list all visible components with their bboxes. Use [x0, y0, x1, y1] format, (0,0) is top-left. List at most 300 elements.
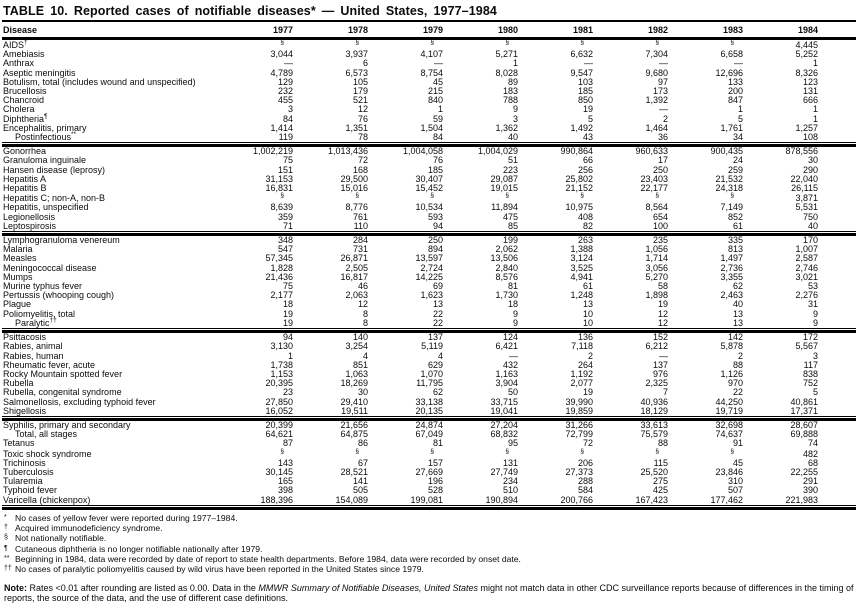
year-value-cell: 136: [577, 332, 593, 343]
not-notifiable-symbol: §: [430, 447, 434, 455]
disease-label-cell: Granuloma inguinale: [3, 155, 87, 166]
year-value-cell: 2,276: [795, 290, 818, 301]
year-value-cell: 61: [668, 222, 743, 232]
year-value-cell: 105: [352, 76, 368, 87]
column-header-year: 1983: [722, 25, 743, 35]
year-value-cell: 9: [512, 308, 518, 319]
year-value-cell: 838: [802, 368, 818, 379]
table-row: [2, 300, 856, 309]
year-value-cell: 7,149: [720, 202, 743, 213]
year-value-cell: 21,436: [265, 271, 293, 282]
year-value-cell: 69,888: [790, 429, 818, 440]
disease-label-cell: Rubella, congenital syndrome: [3, 387, 122, 398]
year-value-cell: 21,656: [340, 419, 368, 430]
year-value-cell: 196: [427, 476, 443, 487]
not-notifiable-symbol: §: [355, 192, 359, 200]
spacer-cell: [818, 147, 856, 156]
year-value-cell: 1,898: [645, 290, 668, 301]
table-row: [2, 96, 856, 105]
year-value-cell: 72: [357, 155, 368, 166]
note-text-1: Rates <0.01 after rounding are listed as 0.00. Data in the: [27, 582, 259, 593]
spacer-cell: [818, 236, 856, 245]
year-value-cell: 17,371: [743, 407, 818, 417]
disease-label-cell: Chancroid: [3, 95, 45, 106]
year-value-cell: 12,696: [715, 67, 743, 78]
year-value-cell: 3,130: [270, 341, 293, 352]
year-value-cell: 16,052: [218, 407, 293, 417]
year-value-cell: 20,395: [265, 378, 293, 389]
year-value-cell: 19,041: [443, 407, 518, 417]
year-value-cell: 9,680: [645, 67, 668, 78]
year-value-cell: 185: [427, 164, 443, 175]
year-value-cell: 752: [802, 378, 818, 389]
footnote-text: Cutaneous diphtheria is no longer notifiable nationally after 1979.: [15, 543, 263, 554]
year-value-cell: 13,506: [490, 253, 518, 264]
year-value-cell: 18: [282, 299, 293, 310]
spacer-cell: [818, 477, 856, 486]
not-notifiable-symbol: §: [505, 192, 509, 200]
year-value-cell: 179: [352, 86, 368, 97]
spacer-cell: [818, 379, 856, 388]
not-notifiable-symbol: §: [730, 447, 734, 455]
year-value-cell: 5: [812, 387, 818, 398]
year-value-cell: 4,445: [795, 40, 818, 50]
year-value-cell: 66: [582, 155, 593, 166]
year-value-cell: 45: [432, 76, 443, 87]
year-value-cell: 88: [732, 359, 743, 370]
year-value-cell: 12: [657, 308, 668, 319]
year-value-cell: 30: [807, 155, 818, 166]
year-value-cell: 3,044: [270, 49, 293, 60]
disease-label-cell: Tularemia: [3, 476, 43, 487]
spacer-cell: [818, 59, 856, 68]
year-value-cell: 5,271: [495, 49, 518, 60]
not-notifiable-symbol: §: [280, 447, 284, 455]
year-value-cell: 9: [443, 319, 518, 329]
footnotes: [2, 510, 856, 575]
spacer-cell: [818, 124, 856, 133]
year-value-cell: 15,452: [415, 183, 443, 194]
table-row: [2, 430, 856, 439]
year-value-cell: 8,576: [495, 271, 518, 282]
year-value-cell: 1,056: [645, 244, 668, 255]
year-value-cell: 2: [587, 350, 593, 361]
not-notifiable-symbol: §: [580, 192, 584, 200]
year-value-cell: 284: [352, 235, 368, 246]
disease-label-cell: Murine typhus fever: [3, 281, 83, 292]
disease-label-cell: Typhoid fever: [3, 485, 58, 496]
year-value-cell: 852: [727, 211, 743, 222]
not-notifiable-symbol: §: [505, 447, 509, 455]
year-value-cell: 3: [287, 104, 293, 115]
spacer-cell: [818, 184, 856, 193]
year-value-cell: 100: [593, 222, 668, 232]
footnote-marker: †: [4, 524, 8, 532]
year-value-cell: 18: [507, 299, 518, 310]
year-value-cell: 1,714: [645, 253, 668, 264]
year-value-cell: 19,859: [518, 407, 593, 417]
year-value-cell: 45: [732, 457, 743, 468]
column-header-disease: Disease: [3, 25, 38, 35]
year-value-cell: 11,894: [491, 202, 518, 213]
disease-label-cell: Plague: [3, 299, 32, 310]
year-value-cell: 151: [277, 164, 293, 175]
year-value-cell: 20,135: [368, 407, 443, 417]
spacer-cell: [818, 133, 856, 143]
year-value-cell: 7,118: [571, 341, 593, 352]
year-value-cell: 64,875: [340, 429, 368, 440]
year-value-cell: 2,736: [720, 262, 743, 273]
year-value-cell: 2: [737, 350, 743, 361]
note-citation: MMWR Summary of Notifiable Diseases, United States: [258, 582, 478, 593]
year-value-cell: 68: [807, 457, 818, 468]
spacer-cell: [818, 254, 856, 263]
year-value-cell: 87: [282, 438, 293, 449]
year-value-cell: 1: [512, 58, 518, 69]
year-value-cell: 40,861: [790, 396, 818, 407]
table-row: [2, 496, 856, 506]
year-value-cell: 250: [427, 235, 443, 246]
year-value-cell: 32,698: [715, 419, 743, 430]
year-value-cell: 788: [502, 95, 518, 106]
year-value-cell: 177,462: [668, 496, 743, 506]
disease-label-cell: Rocky Mountain spotted fever: [3, 368, 123, 379]
year-value-cell: 2,746: [795, 262, 818, 273]
year-value-cell: 81: [507, 281, 518, 292]
spacer-cell: [818, 40, 856, 50]
year-value-cell: 68,832: [490, 429, 518, 440]
year-value-cell: 89: [507, 76, 518, 87]
year-value-cell: 8,326: [795, 67, 818, 78]
year-value-cell: 58: [657, 281, 668, 292]
year-value-cell: 234: [502, 476, 518, 487]
year-value-cell: 256: [577, 164, 593, 175]
year-value-cell: 1: [737, 104, 743, 115]
year-value-cell: 157: [427, 457, 443, 468]
disease-label-cell: Psittacosis: [3, 332, 47, 343]
year-value-cell: 67,049: [415, 429, 443, 440]
year-value-cell: —: [509, 350, 518, 361]
year-value-cell: 9: [812, 308, 818, 319]
spacer-cell: [818, 310, 856, 319]
footnote: [4, 513, 856, 523]
disease-label-cell: Botulism, total (includes wound and unspecified): [3, 76, 196, 87]
footnote-marker: ††: [4, 565, 12, 573]
year-value-cell: 878,556: [785, 146, 818, 157]
column-header-year: 1982: [647, 25, 668, 35]
year-value-cell: 88: [657, 438, 668, 449]
spacer-cell: [818, 439, 856, 448]
year-value-cell: 27,850: [265, 396, 293, 407]
year-value-cell: 1,623: [420, 290, 443, 301]
year-value-cell: —: [659, 104, 668, 115]
year-value-cell: 1: [437, 104, 443, 115]
disease-label-cell: Meningococcal disease: [3, 262, 97, 273]
disease-label-cell: Aseptic meningitis: [3, 67, 76, 78]
footnote-text: No cases of paralytic poliomyelitis caused by wild virus have been reported in the United States since 1979.: [15, 564, 424, 575]
year-value-cell: 24,874: [415, 419, 443, 430]
year-value-cell: 584: [577, 485, 593, 496]
table-row: [2, 222, 856, 232]
year-value-cell: 1: [812, 58, 818, 69]
year-value-cell: 528: [427, 485, 443, 496]
table-row: [2, 50, 856, 59]
disease-label-cell: Shigellosis: [2, 407, 218, 417]
year-value-cell: 110: [293, 222, 368, 232]
year-value-cell: 24: [732, 155, 743, 166]
footnote-marker: †: [24, 39, 28, 46]
disease-label-cell: Total, all stages: [15, 429, 78, 440]
year-value-cell: 3,021: [795, 271, 818, 282]
spacer-cell: [818, 50, 856, 59]
year-value-cell: 593: [427, 211, 443, 222]
disease-label-cell: Poliomyelitis, total: [3, 308, 76, 319]
year-value-cell: 1,362: [495, 122, 518, 133]
footnote-marker: *: [4, 513, 7, 521]
disease-label-cell: Salmonellosis, excluding typhoid fever: [3, 396, 156, 407]
year-value-cell: 22: [368, 319, 443, 329]
year-value-cell: 1,004,029: [477, 146, 518, 157]
year-value-cell: —: [734, 58, 743, 69]
year-value-cell: [293, 449, 368, 459]
year-value-cell: 78: [293, 133, 368, 143]
year-value-cell: 29,500: [340, 173, 368, 184]
spacer-cell: [818, 291, 856, 300]
footnote-marker: ¶: [4, 544, 8, 552]
year-value-cell: 6,658: [720, 49, 743, 60]
year-value-cell: 85: [443, 222, 518, 232]
year-value-cell: 731: [352, 244, 368, 255]
year-value-cell: 2,063: [345, 290, 368, 301]
year-value-cell: 25,802: [565, 173, 593, 184]
spacer-cell: [818, 430, 856, 439]
year-value-cell: 223: [502, 164, 518, 175]
year-value-cell: 505: [352, 485, 368, 496]
year-value-cell: 6,421: [495, 341, 518, 352]
year-value-cell: 840: [427, 95, 443, 106]
year-value-cell: 23,846: [715, 466, 743, 477]
year-value-cell: 5,119: [421, 341, 443, 352]
year-value-cell: 69: [432, 281, 443, 292]
year-value-cell: 20,399: [265, 419, 293, 430]
year-value-cell: 288: [577, 476, 593, 487]
spacer-cell: [818, 486, 856, 495]
year-value-cell: 31,266: [565, 419, 593, 430]
year-value-cell: 22,255: [790, 466, 818, 477]
not-notifiable-symbol: §: [655, 192, 659, 200]
footnote-marker: **: [71, 131, 77, 139]
not-notifiable-symbol: §: [280, 192, 284, 200]
year-value-cell: 4,941: [570, 271, 593, 282]
year-value-cell: 510: [502, 485, 518, 496]
year-value-cell: 29,087: [490, 173, 518, 184]
not-notifiable-symbol: §: [580, 39, 584, 46]
year-value-cell: 27,749: [490, 466, 518, 477]
year-value-cell: 31: [807, 299, 818, 310]
year-value-cell: 1,388: [570, 244, 593, 255]
table-row: [2, 342, 856, 351]
year-value-cell: —: [434, 58, 443, 69]
column-header-year: 1979: [422, 25, 443, 35]
year-value-cell: 22: [432, 308, 443, 319]
year-value-cell: 23,403: [640, 173, 668, 184]
year-value-cell: 1,153: [270, 368, 293, 379]
year-value-cell: 21,532: [715, 173, 743, 184]
table-row: [2, 407, 856, 417]
year-value-cell: —: [284, 58, 293, 69]
footnote-text: Acquired immunodeficiency syndrome.: [15, 523, 163, 534]
spacer-cell: [818, 496, 856, 506]
year-value-cell: 2,177: [270, 290, 293, 301]
year-value-cell: 16,831: [265, 183, 293, 194]
year-value-cell: 200,766: [518, 496, 593, 506]
year-value-cell: 64,621: [265, 429, 293, 440]
year-value-cell: 143: [277, 457, 293, 468]
year-value-cell: 51: [507, 155, 518, 166]
not-notifiable-symbol: §: [430, 39, 434, 46]
not-notifiable-symbol: §: [280, 39, 284, 46]
footnote-marker: **: [4, 554, 10, 562]
spacer-cell: [818, 319, 856, 329]
disease-label-cell: Anthrax: [3, 58, 35, 69]
year-value-cell: 199,081: [368, 496, 443, 506]
year-value-cell: 2,840: [495, 262, 518, 273]
spacer-cell: [818, 361, 856, 370]
year-value-cell: 8,639: [270, 202, 293, 213]
year-value-cell: 3,525: [570, 262, 593, 273]
year-value-cell: 91: [732, 438, 743, 449]
year-value-cell: 3: [512, 113, 518, 124]
year-value-cell: 74: [807, 438, 818, 449]
year-value-cell: 137: [427, 332, 443, 343]
not-notifiable-symbol: §: [580, 447, 584, 455]
footnote: [4, 554, 856, 564]
spacer-cell: [818, 213, 856, 222]
year-value-cell: 188,396: [218, 496, 293, 506]
disease-label-cell: Brucellosis: [3, 86, 47, 97]
year-value-cell: 1,004,058: [402, 146, 443, 157]
year-value-cell: 1,257: [795, 122, 818, 133]
year-value-cell: —: [659, 58, 668, 69]
year-value-cell: 5,878: [720, 341, 743, 352]
year-value-cell: 475: [502, 211, 518, 222]
year-value-cell: 76: [432, 155, 443, 166]
disease-label-cell: Diphtheria¶: [3, 112, 48, 124]
spacer-cell: [818, 273, 856, 282]
year-value-cell: 167,423: [593, 496, 668, 506]
year-value-cell: 2,062: [495, 244, 518, 255]
footnote: [4, 564, 856, 574]
disease-label-cell: Legionellosis: [3, 211, 56, 222]
year-value-cell: 8,754: [420, 67, 443, 78]
year-value-cell: 14,225: [415, 271, 443, 282]
disease-label-cell: Rabies, human: [3, 350, 64, 361]
year-value-cell: 124: [502, 332, 518, 343]
spacer-cell: [818, 300, 856, 309]
year-value-cell: 264: [577, 359, 593, 370]
spacer-cell: [818, 115, 856, 124]
year-value-cell: 123: [802, 76, 818, 87]
notifiable-diseases-table: [2, 20, 856, 510]
spacer-cell: [818, 282, 856, 291]
not-notifiable-symbol: §: [730, 39, 734, 46]
year-value-cell: 851: [352, 359, 368, 370]
year-value-cell: 9: [512, 104, 518, 115]
year-value-cell: 894: [427, 244, 443, 255]
year-value-cell: 12: [593, 319, 668, 329]
year-value-cell: 8,028: [495, 67, 518, 78]
disease-label-cell: AIDS†: [3, 39, 28, 50]
table-header-row: [2, 22, 856, 37]
year-value-cell: 36: [593, 133, 668, 143]
year-value-cell: 6,573: [345, 67, 368, 78]
disease-label-cell: Rheumatic fever, acute: [3, 359, 96, 370]
year-value-cell: 3,355: [720, 271, 743, 282]
year-value-cell: 170: [802, 235, 818, 246]
footnote-marker: ††: [49, 316, 57, 324]
year-value-cell: 199: [502, 235, 518, 246]
year-value-cell: 72,799: [565, 429, 593, 440]
year-value-cell: 1,013,436: [327, 146, 368, 157]
year-value-cell: 183: [502, 86, 518, 97]
table-row: [2, 133, 856, 143]
year-value-cell: 970: [727, 378, 743, 389]
year-value-cell: 75: [282, 281, 293, 292]
spacer-cell: [818, 78, 856, 87]
spacer-cell: [818, 222, 856, 232]
year-value-cell: 4,107: [420, 49, 443, 60]
not-notifiable-symbol: §: [355, 39, 359, 46]
year-value-cell: 72: [582, 438, 593, 449]
year-value-cell: 813: [727, 244, 743, 255]
year-value-cell: 1,504: [420, 122, 443, 133]
year-value-cell: 50: [507, 387, 518, 398]
year-value-cell: 154,089: [293, 496, 368, 506]
year-value-cell: 24,318: [715, 183, 743, 194]
year-value-cell: 8: [362, 308, 368, 319]
footnote: [4, 533, 856, 543]
table-body: [2, 40, 856, 510]
year-value-cell: 4: [437, 350, 443, 361]
table-row: [2, 319, 856, 329]
disease-label-cell: Gonorrhea: [3, 146, 47, 157]
year-value-cell: 75: [282, 155, 293, 166]
year-value-cell: 94: [282, 332, 293, 343]
year-value-cell: 10: [582, 308, 593, 319]
year-value-cell: 10: [518, 319, 593, 329]
year-value-cell: 43: [518, 133, 593, 143]
year-value-cell: 1,192: [570, 368, 593, 379]
year-value-cell: 21,152: [565, 183, 593, 194]
year-value-cell: 6,212: [645, 341, 668, 352]
year-value-cell: 19: [657, 299, 668, 310]
disease-label-cell: Hepatitis B: [3, 183, 47, 194]
year-value-cell: 95: [507, 438, 518, 449]
year-value-cell: 1: [812, 113, 818, 124]
disease-label-cell: Paralytic††: [2, 319, 218, 329]
year-value-cell: 275: [652, 476, 668, 487]
year-value-cell: 206: [577, 457, 593, 468]
year-value-cell: 7,304: [645, 49, 668, 60]
year-value-cell: 2,587: [795, 253, 818, 264]
year-value-cell: 3,904: [495, 378, 518, 389]
year-value-cell: 33,613: [640, 419, 668, 430]
year-value-cell: 235: [652, 235, 668, 246]
table-row: [2, 213, 856, 222]
year-value-cell: 335: [727, 235, 743, 246]
year-value-cell: 71: [218, 222, 293, 232]
year-value-cell: 10,975: [565, 202, 593, 213]
